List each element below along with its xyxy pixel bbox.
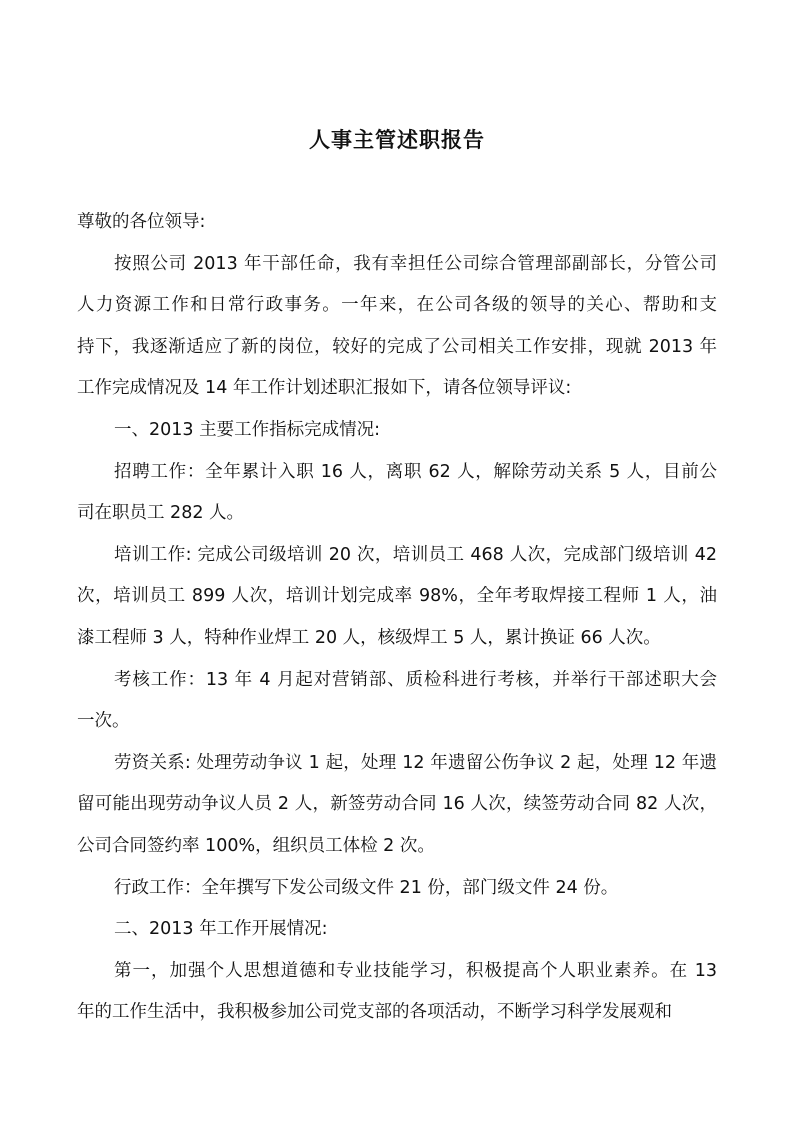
paragraph-line: 二、2013 年工作开展情况: xyxy=(114,919,328,940)
paragraph-line: 工作完成情况及 14 年工作计划述职汇报如下，请各位领导评议: xyxy=(77,378,572,399)
paragraph-line: 次，培训员工 899 人次，培训计划完成率 98%，全年考取焊接工程师 1 人，油 xyxy=(77,586,717,607)
paragraph xyxy=(77,202,717,244)
paragraph-line: 行政工作：全年撰写下发公司级文件 21 份，部门级文件 24 份。 xyxy=(114,877,619,898)
paragraph-line: 劳资关系: 处理劳动争议 1 起，处理 12 年遗留公伤争议 2 起，处理 12 年遗 xyxy=(114,752,717,773)
paragraph-line: 培训工作: 完成公司级培训 20 次，培训员工 468 人次，完成部门级培训 42 xyxy=(114,544,717,565)
paragraph-line: 一、2013 主要工作指标完成情况: xyxy=(114,419,380,440)
document-body xyxy=(77,202,717,1034)
paragraph-line: 第一，加强个人思想道德和专业技能学习，积极提高个人职业素养。在 13 xyxy=(114,960,717,981)
paragraph xyxy=(77,660,717,743)
paragraph xyxy=(77,244,717,410)
paragraph xyxy=(77,868,717,910)
paragraph-line: 招聘工作：全年累计入职 16 人，离职 62 人，解除劳动关系 5 人，目前公 xyxy=(114,461,717,482)
paragraph-line: 考核工作：13 年 4 月起对营销部、质检科进行考核，并举行干部述职大会 xyxy=(114,669,717,690)
document-title: 人事主管述职报告 xyxy=(309,128,485,152)
paragraph-line: 一次。 xyxy=(77,711,130,732)
paragraph-line: 年的工作生活中，我积极参加公司党支部的各项活动，不断学习科学发展观和 xyxy=(77,1002,672,1023)
paragraph-line: 持下，我逐渐适应了新的岗位，较好的完成了公司相关工作安排，现就 2013 年 xyxy=(77,336,717,357)
paragraph xyxy=(77,951,717,1034)
paragraph-line: 留可能出现劳动争议人员 2 人，新签劳动合同 16 人次，续签劳动合同 82 人次， xyxy=(77,794,717,815)
paragraph xyxy=(77,535,717,660)
paragraph xyxy=(77,743,717,868)
paragraph-line: 人力资源工作和日常行政事务。一年来，在公司各级的领导的关心、帮助和支 xyxy=(77,295,717,316)
paragraph xyxy=(77,909,717,951)
paragraph xyxy=(77,452,717,535)
paragraph-line: 公司合同签约率 100%，组织员工体检 2 次。 xyxy=(77,835,435,856)
paragraph xyxy=(77,410,717,452)
paragraph-line: 司在职员工 282 人。 xyxy=(77,503,245,524)
paragraph-line: 按照公司 2013 年干部任命，我有幸担任公司综合管理部副部长，分管公司 xyxy=(114,253,717,274)
paragraph-line: 尊敬的各位领导: xyxy=(77,212,206,232)
paragraph-line: 漆工程师 3 人，特种作业焊工 20 人，核级焊工 5 人，累计换证 66 人次。 xyxy=(77,627,661,648)
